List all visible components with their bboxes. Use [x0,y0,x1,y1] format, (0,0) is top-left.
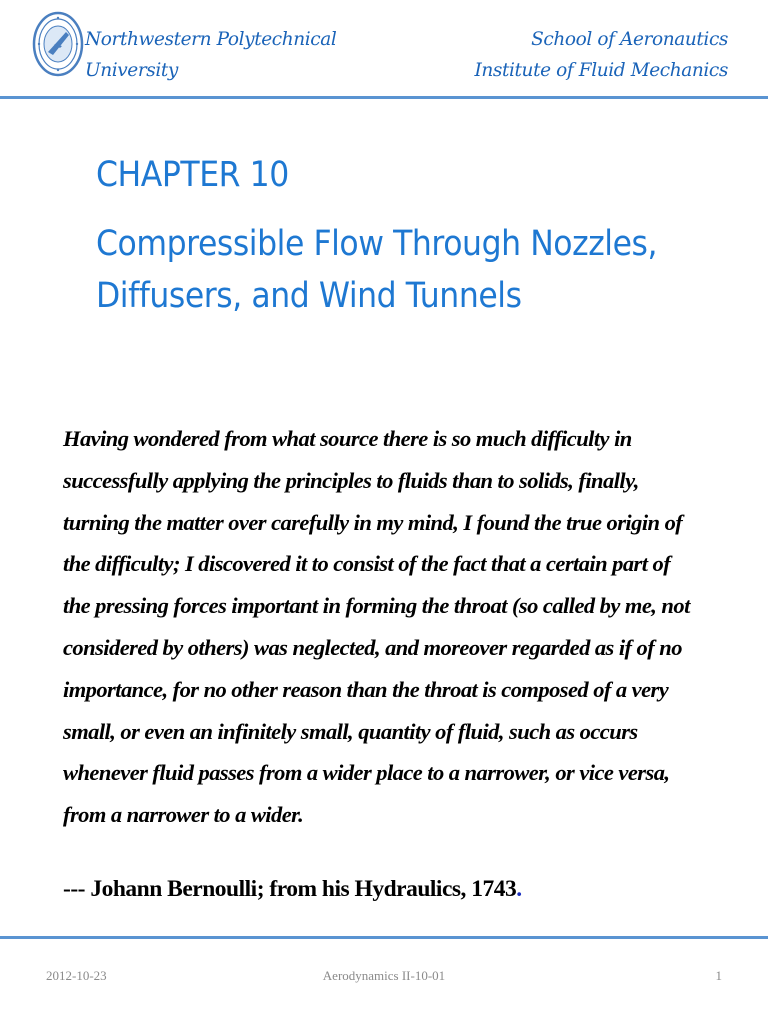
quote-line: small, or even an infinitely small, quantity of fluid, such as occurs [63,718,638,744]
quote-line: from a narrower to a wider. [63,802,304,828]
university-name-line2: University [85,60,178,81]
quote-line: turning the matter over carefully in my mind, I found the true origin of [63,509,683,535]
footer-date: 2012-10-23 [46,968,107,983]
chapter-subtitle-line2: Diffusers, and Wind Tunnels [96,276,522,316]
quote-line: importance, for no other reason than the throat is composed of a very [63,676,669,702]
slide-title [96,146,736,322]
slide-header [0,0,768,100]
chapter-subtitle-line1: Compressible Flow Through Nozzles, [96,224,658,264]
school-name-line1: School of Aeronautics [531,29,728,50]
footer-course-code: Aerodynamics II-10-01 [322,968,446,983]
chapter-heading: CHAPTER 10 [96,155,289,195]
quote-line: the pressing forces important in forming the throat (so called by me, not [63,593,690,619]
attribution-text: --- Johann Bernoulli; from his Hydraulics, 1743 [63,876,517,902]
quote-line: the difficulty; I discovered it to consist of the fact that a certain part of [63,551,671,577]
quote-attribution [63,876,522,903]
header-divider [0,96,768,99]
quote-line: Having wondered from what source there is so much difficulty in [63,426,632,451]
page-number: 1 [715,968,722,983]
bernoulli-quote [63,418,743,836]
quote-line: considered by others) was neglected, and moreover regarded as if of no [63,634,682,660]
university-name [85,24,336,86]
footer-divider [0,936,768,939]
quote-line: whenever fluid passes from a wider place to a narrower, or vice versa, [63,760,670,786]
chapter-subtitle [96,218,736,322]
school-name [474,24,728,86]
university-seal-icon [32,10,84,78]
quote-line: successfully applying the principles to fluids than to solids, finally, [63,467,639,493]
attribution-period: . [516,876,522,902]
university-name-line1: Northwestern Polytechnical [85,29,337,50]
school-name-line2: Institute of Fluid Mechanics [474,60,728,81]
